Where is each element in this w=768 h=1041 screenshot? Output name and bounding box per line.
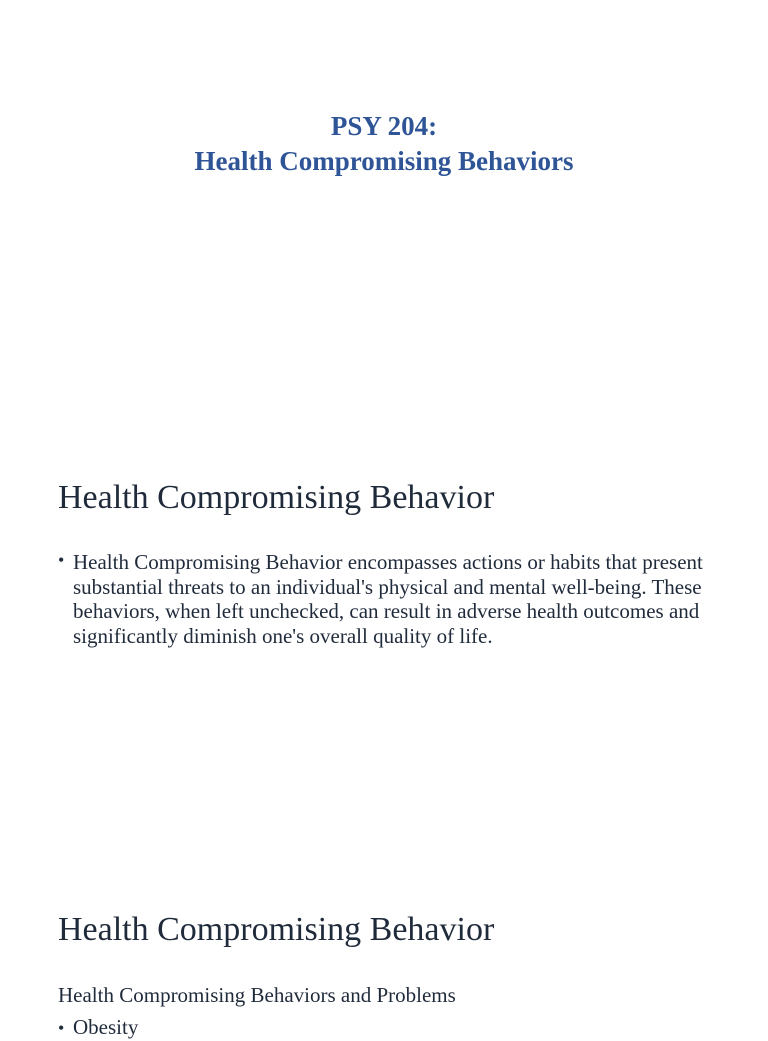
- bullet-text: Health Compromising Behavior encompasses actions or habits that present substantial threats to an individual's physical and mental well-being. These behaviors, when left unchecked, can result in adverse health outcomes and significantly diminish one's overall quality of life.: [73, 550, 703, 648]
- slide-heading: Health Compromising Behavior: [58, 479, 495, 516]
- slide-subheading: Health Compromising Behaviors and Problems: [58, 983, 456, 1007]
- slide-title-topic: Health Compromising Behaviors: [194, 146, 574, 176]
- slide-heading: Health Compromising Behavior: [58, 911, 495, 948]
- bullet-list: [58, 550, 708, 648]
- bullet-item: [58, 550, 708, 648]
- behaviors-slide: [0, 864, 768, 1039]
- bullet-icon: •: [58, 550, 65, 570]
- definition-slide: [0, 432, 768, 864]
- bullet-text: Obesity: [73, 1015, 139, 1039]
- bullet-icon: •: [58, 1018, 65, 1038]
- title-slide: [0, 0, 768, 432]
- bullet-item: [58, 1014, 138, 1041]
- slide-title-course-code: PSY 204:: [330, 111, 438, 141]
